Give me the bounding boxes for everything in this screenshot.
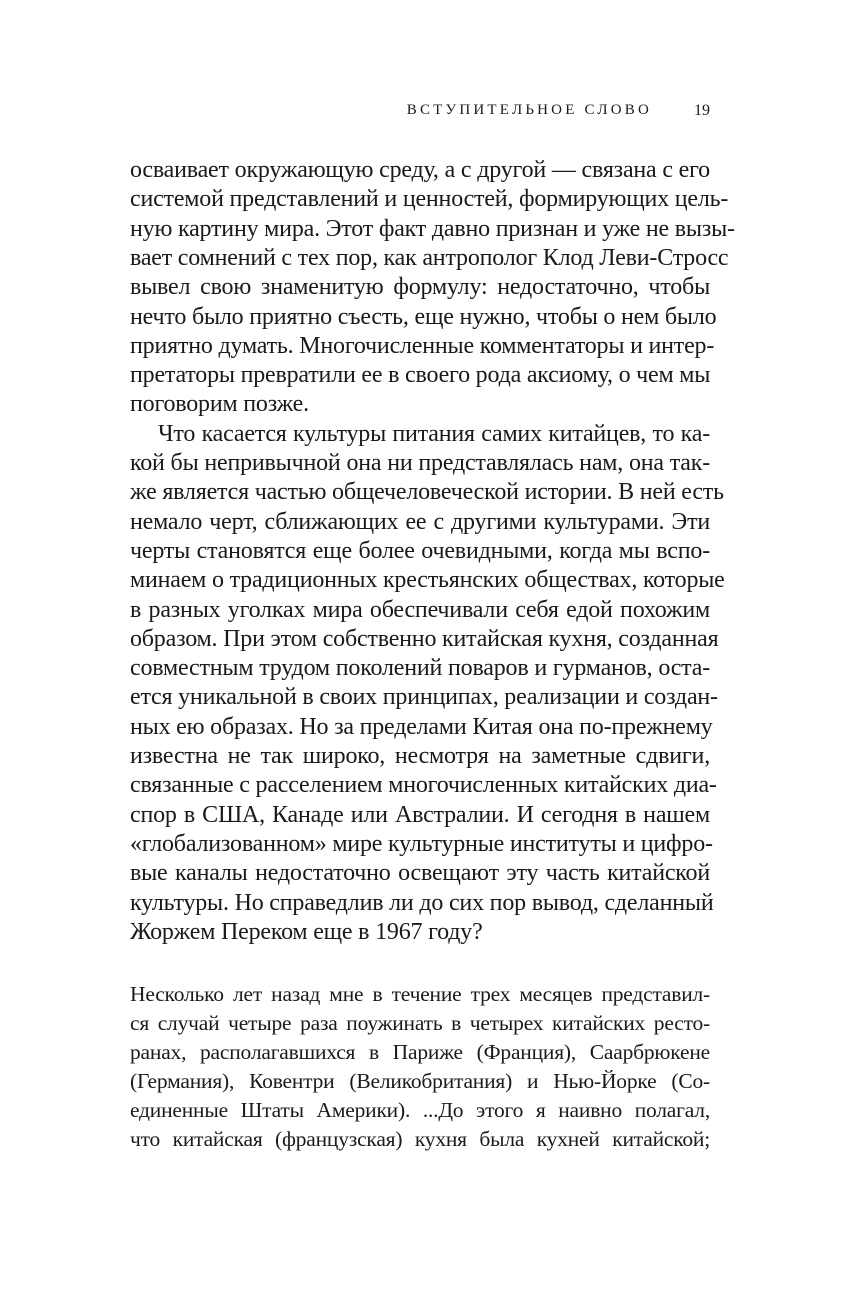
quote-line: (Германия), Ковентри (Великобритания) и Нью-Йорке (Со- [130, 1069, 710, 1093]
running-header [130, 102, 710, 126]
text-line: же является частью общечеловеческой истории. В ней есть [130, 479, 724, 506]
text-line: нечто было приятно съесть, еще нужно, чтобы о нем было [130, 303, 717, 330]
text-line: совместным трудом поколений поваров и гурманов, оста- [130, 655, 710, 682]
text-line: связанные с расселением многочисленных китайских диа- [130, 772, 717, 799]
text-line: ется уникальной в своих принципах, реализации и создан- [130, 684, 718, 711]
text-line: черты становятся еще более очевидными, когда мы вспо- [130, 537, 710, 564]
text-line: претаторы превратили ее в своего рода аксиому, о чем мы [130, 362, 711, 389]
quote-line: ся случай четыре раза поужинать в четырех китайских ресто- [130, 1011, 710, 1035]
quote-line: единенные Штаты Америки). ...До этого я наивно полагал, [130, 1098, 710, 1122]
text-line: Жоржем Переком еще в 1967 году? [130, 918, 483, 945]
text-line: вывел свою знаменитую формулу: недостаточно, чтобы [130, 274, 710, 301]
text-line: ных ею образах. Но за пределами Китая она по-прежнему [130, 713, 713, 740]
text-line: поговорим позже. [130, 391, 309, 418]
quote-line: что китайская (французская) кухня была кухней китайской; [130, 1127, 710, 1151]
text-line: минаем о традиционных крестьянских обществах, которые [130, 567, 725, 594]
page-number: 19 [694, 102, 710, 119]
text-line: вые каналы недостаточно освещают эту часть китайской [130, 860, 710, 887]
text-line: вает сомнений с тех пор, как антрополог Клод Леви-Стросс [130, 244, 729, 271]
text-line: известна не так широко, несмотря на заметные сдвиги, [130, 743, 710, 769]
text-line: Что касается культуры питания самих китайцев, то ка- [158, 420, 710, 447]
text-line: системой представлений и ценностей, формирующих цель- [130, 186, 729, 213]
text-line: «глобализованном» мире культурные институты и цифро- [130, 830, 713, 857]
text-line: кой бы непривычной она ни представлялась нам, она так- [130, 450, 710, 476]
text-line: образом. При этом собственно китайская кухня, созданная [130, 625, 719, 652]
text-line: ную картину мира. Этот факт давно признан и уже не вызы- [130, 215, 735, 242]
text-line: культуры. Но справедлив ли до сих пор вывод, сделанный [130, 889, 714, 916]
text-line: спор в США, Канаде или Австралии. И сегодня в нашем [130, 801, 710, 828]
running-title: ВСТУПИТЕЛЬНОЕ СЛОВО [406, 102, 652, 118]
text-line: немало черт, сближающих ее с другими культурами. Эти [130, 508, 710, 535]
text-line: осваивает окружающую среду, а с другой — связана с его [130, 157, 710, 183]
quote-line: Несколько лет назад мне в течение трех месяцев представил- [130, 982, 710, 1006]
quote-line: ранах, располагавшихся в Париже (Франция), Саарбрюкене [130, 1040, 710, 1064]
text-line: приятно думать. Многочисленные комментаторы и интер- [130, 332, 715, 359]
text-line: в разных уголках мира обеспечивали себя едой похожим [130, 596, 710, 623]
